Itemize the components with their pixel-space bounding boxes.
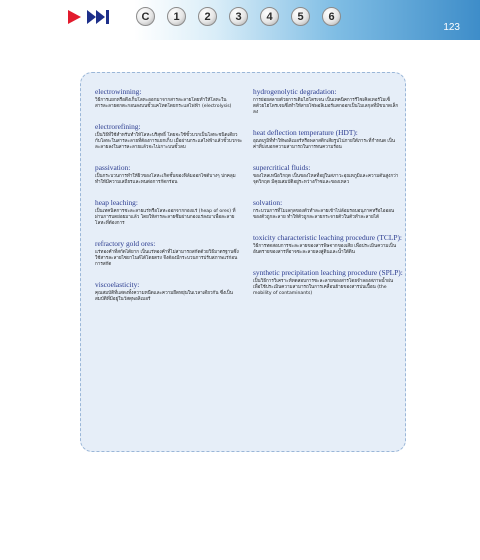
page-number: 123 <box>443 22 460 33</box>
glossary-term: refractory gold ores: <box>95 239 156 248</box>
glossary-term: viscoelasticity: <box>95 280 140 289</box>
next-chapter-icon[interactable] <box>87 10 109 24</box>
play-arrow-icon[interactable] <box>68 10 81 24</box>
nav-arrows <box>68 10 109 24</box>
glossary-term: solvation: <box>253 198 283 207</box>
chapter-button-3[interactable]: 3 <box>229 7 248 26</box>
glossary-entry <box>95 87 243 110</box>
glossary-column-right <box>253 87 401 309</box>
glossary-definition: กระบวนการที่โมเลกุลของตัวทำละลายเข้าไปล้อมรอบอนุภาคหรือไอออนของตัวถูกละลาย ทำให้ตัวถูกละลายกระจายตัวในตัวทำละลายได้ <box>253 209 395 220</box>
glossary-definition: แร่ทองคำที่สกัดได้ยาก เป็นแร่ทองคำที่ไม่สามารถสกัดด้วยวิธีมาตรฐานซึ่งใช้สารละลายไซยาไนด์ได้โดยตรง จึงต้องมีกระบวนการปรับสภาพแร่ก่อนการสกัด <box>95 250 239 267</box>
glossary-definition: ของไหลเหนือวิกฤต เป็นของไหลที่อยู่ในสภาวะอุณหภูมิและความดันสูงกว่าจุดวิกฤต มีคุณสมบัติอยู่ระหว่างก๊าซและของเหลว <box>253 174 399 185</box>
glossary-definition: การย่อยสลายด้วยการเติมไฮโดรเจน เป็นเทคนิคการรีไซเคิลเทอร์โมเซ็ตด้วยไฮโดรเจนซึ่งทำให้สายโซ่พอลิเมอร์แตกออกเป็นโมเลกุลที่มีขนาดเล็กลง <box>253 98 399 115</box>
glossary-entry <box>253 87 401 116</box>
glossary-term: heap leaching: <box>95 198 138 207</box>
glossary-entry <box>95 280 243 303</box>
glossary-term: supercritical fluids: <box>253 163 311 172</box>
glossary-term: hydrogenolytic degradation: <box>253 87 337 96</box>
chapter-button-c[interactable]: C <box>136 7 155 26</box>
glossary-definition: วิธีการทดสอบการชะละลายของสารพิษจากของเสีย เพื่อประเมินความเป็นอันตรายของสารที่อาจชะละลายลงสู่ดินและน้ำใต้ดิน <box>253 244 397 255</box>
glossary-panel <box>80 72 406 452</box>
chapter-nav <box>136 7 341 26</box>
glossary-definition: วิธีการแยกหรือดึงเก็บโลหะออกมาจากสารละลายโดยทำให้โลหะในสารละลายตกตะกอนลงบนขั้วแคโทดโดยกระแสไฟฟ้า (electrolysis) <box>95 98 232 109</box>
glossary-entry <box>95 198 243 227</box>
glossary-term: electrorefining: <box>95 122 141 131</box>
glossary-definition: อุณหภูมิที่ทำให้พอลิเมอร์หรือพลาสติกเสียรูปไปภายใต้ภาระที่กำหนด เป็นค่าที่บ่งบอกความสามารถในการทนความร้อน <box>253 139 396 150</box>
glossary-term: heat deflection temperature (HDT): <box>253 128 358 137</box>
glossary-entry <box>253 163 401 186</box>
glossary-term: synthetic precipitation leaching procedure (SPLP): <box>253 268 403 277</box>
glossary-definition: เป็นวิธีที่ใช้สำหรับทำให้โลหะบริสุทธิ์ โดยจะใช้ขั้วบวกเป็นโลหะชนิดเดียวกับโลหะในสารละลายที่ต้องการแยกเก็บ เมื่อผ่านกระแสไฟฟ้าแล้วขั้วบวกจะละลายลงในสารละลายแล้วจะไปเกาะบนขั้วลบ <box>95 133 243 150</box>
glossary-term: electrowinning: <box>95 87 142 96</box>
glossary-entry <box>95 239 243 268</box>
glossary-entry <box>253 268 401 297</box>
page-header <box>0 0 480 40</box>
chapter-button-1[interactable]: 1 <box>167 7 186 26</box>
chapter-button-2[interactable]: 2 <box>198 7 217 26</box>
glossary-entry <box>253 128 401 151</box>
chapter-button-5[interactable]: 5 <box>291 7 310 26</box>
glossary-definition: เป็นวิธีการวิเคราะห์ทดสอบการชะละลายของสารโดยจำลองสภาพน้ำฝน เพื่อใช้ประเมินความสามารถในการเคลื่อนย้ายของสารปนเปื้อน (the mobility of contaminants) <box>253 279 394 296</box>
glossary-definition: เป็นกระบวนการทำให้ผิวของโลหะเกิดชั้นของฟิล์มออกไซด์บางๆ ปกคลุม ทำให้มีความเสถียรและทนต่อการกัดกร่อน <box>95 174 236 185</box>
glossary-entry <box>95 163 243 186</box>
glossary-definition: คุณสมบัติที่แสดงทั้งความหนืดและความยืดหยุ่นในเวลาเดียวกัน ซึ่งเป็นสมบัติที่มีอยู่ในวัสดุพอลิเมอร์ <box>95 291 233 302</box>
glossary-term: toxicity characteristic leaching procedure (TCLP): <box>253 233 402 242</box>
chapter-button-4[interactable]: 4 <box>260 7 279 26</box>
glossary-column-left <box>95 87 243 315</box>
glossary-entry <box>253 198 401 221</box>
chapter-button-6[interactable]: 6 <box>322 7 341 26</box>
glossary-definition: เป็นเทคนิคการชะละลายแร่หรือโลหะออกจากกองแร่ (heap of ores) ที่ผ่านการบดย่อยมาแล้ว โดยให้สารละลายซึมผ่านกองแร่ลงมาเพื่อละลายโลหะที่ต้องการ <box>95 209 236 226</box>
glossary-entry <box>253 233 401 256</box>
glossary-entry <box>95 122 243 151</box>
glossary-term: passivation: <box>95 163 131 172</box>
